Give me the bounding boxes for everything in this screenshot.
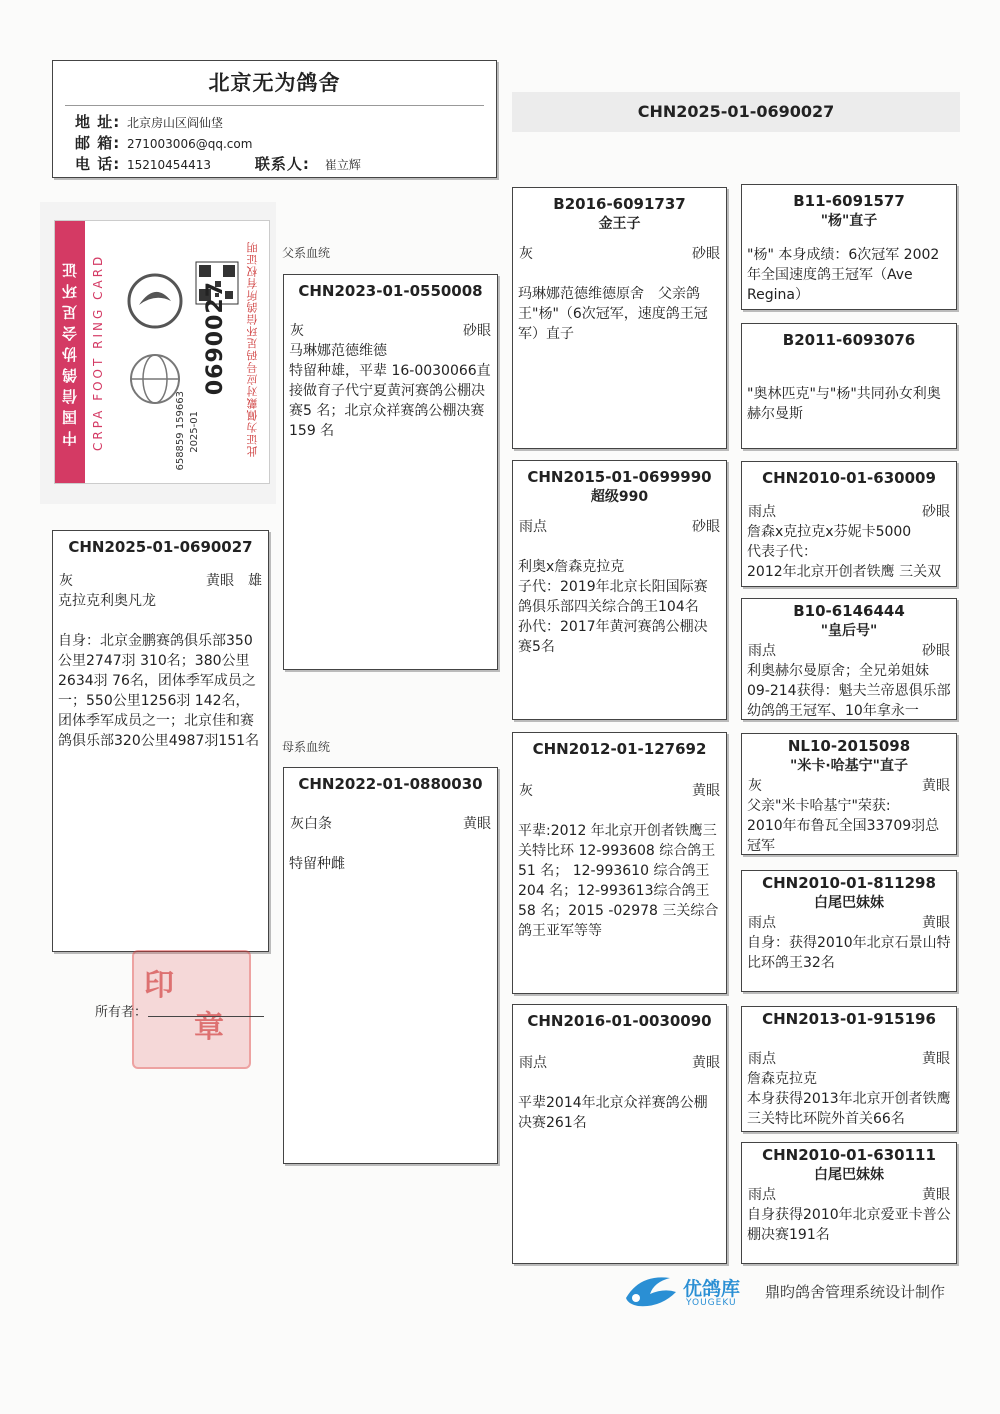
dam-desc: 特留种雌: [289, 856, 345, 872]
great-grandparent-name: "杨"直子: [820, 213, 878, 229]
grandparent-eye: 砂眼: [692, 246, 720, 262]
great-grandparent-eye: 黄眼: [922, 915, 950, 931]
great-grandparent-attrs: [742, 1049, 956, 1069]
sire-ring: CHN2023-01-0550008: [298, 282, 483, 300]
owner-label: 所有者：: [95, 1005, 148, 1020]
great-grandparent-name: 白尾巴妹妹: [814, 895, 884, 911]
great-grandparent-eye: 砂眼: [922, 504, 950, 520]
yougeku-logo-icon: [620, 1268, 680, 1312]
great-grandparent-ring: B2011-6093076: [782, 331, 916, 349]
great-grandparent-name: "米卡·哈基宁"直子: [790, 758, 908, 774]
subject-ring: CHN2025-01-0690027: [68, 538, 253, 556]
dam-card: [283, 767, 498, 1164]
great-grandparent-card: [741, 598, 957, 720]
great-grandparent-color: 雨点: [748, 1051, 776, 1067]
sire-color: 灰: [290, 323, 304, 339]
great-grandparent-color: 雨点: [748, 504, 776, 520]
ring-card-code: 658859 159663: [175, 391, 186, 471]
great-grandparent-desc: 詹森x克拉克x芬妮卡5000 代表子代： 2012年北京开创者铁鹰 三关双: [747, 524, 942, 580]
grandparent-name: 金王子: [598, 216, 641, 232]
great-grandparent-desc: "奥林匹克"与"杨"共同孙女利奥赫尔曼斯: [747, 386, 941, 422]
great-grandparent-name: "皇后号": [820, 623, 878, 639]
great-grandparent-attrs: [742, 776, 956, 796]
grandparent-color: 雨点: [519, 1055, 547, 1071]
subject-desc: 自身：北京金鹏赛鸽俱乐部350公里2747羽 310名；380公里2634羽 76名，团体季军成员之一；550公里1256羽 142名，团体季军成员之一；北京佳和赛鸽俱乐部320公里4987羽151名: [58, 633, 260, 749]
great-grandparent-ring: B11-6091577: [793, 192, 905, 210]
ring-card-year: 2025-01: [189, 411, 200, 453]
grandparent-card: [512, 460, 727, 720]
sire-card: [283, 274, 498, 670]
great-grandparent-desc: 自身获得2010年北京爱亚卡普公棚决赛191名: [747, 1207, 951, 1243]
loft-info-card: [52, 60, 497, 178]
grandparent-eye: 黄眼: [692, 1055, 720, 1071]
grandparent-name: 超级990: [590, 489, 649, 505]
grandparent-color: 灰: [519, 783, 533, 799]
great-grandparent-color: 雨点: [748, 1187, 776, 1203]
great-grandparent-eye: 黄眼: [922, 778, 950, 794]
subject-sex: 雄: [248, 573, 262, 589]
address-value: 北京房山区阎仙垡: [127, 116, 224, 130]
grandparent-attrs: [513, 781, 726, 801]
contact-value: 崔立辉: [324, 158, 361, 172]
divider: [65, 105, 484, 106]
great-grandparent-ring: CHN2013-01-915196: [762, 1010, 936, 1028]
dam-attrs: [284, 814, 497, 834]
phone-label: 电 话:: [75, 155, 121, 173]
great-grandparent-color: 雨点: [748, 915, 776, 931]
great-grandparent-card: [741, 870, 957, 992]
great-grandparent-name: 白尾巴妹妹: [814, 1167, 884, 1183]
email-value: 271003006@qq.com: [127, 137, 253, 151]
grandparent-attrs: [513, 517, 726, 537]
grandparent-card: [512, 732, 727, 994]
grandparent-desc: 玛琳娜范德维德原舍 父亲鸽王"杨"（6次冠军，速度鸽王冠军）直子: [518, 286, 708, 342]
great-grandparent-card: [741, 461, 957, 587]
great-grandparent-attrs: [742, 641, 956, 661]
grandparent-color: 雨点: [519, 519, 547, 535]
ring-card-image: [40, 202, 276, 504]
father-line-label: 父系血统: [282, 246, 331, 260]
great-grandparent-ring: B10-6146444: [793, 602, 905, 620]
owner-signature-line: [148, 1016, 264, 1017]
grandparent-ring: CHN2012-01-127692: [532, 740, 707, 758]
subject-attrs: [53, 571, 268, 591]
grandparent-card: [512, 187, 727, 449]
subject-color: 灰: [59, 573, 73, 589]
footer-brand: 优鸽库: [683, 1278, 741, 1300]
great-grandparent-desc: 利奥赫尔曼原舍；全兄弟姐妹09-214获得：魁夫兰帝恩俱乐部幼鸽鸽王冠军、10年拿永一: [747, 663, 951, 719]
grandparent-eye: 砂眼: [692, 519, 720, 535]
great-grandparent-attrs: [742, 1185, 956, 1205]
grandparent-card: [512, 1004, 727, 1264]
great-grandparent-desc: 父亲"米卡哈基宁"荣获: 2010年布鲁瓦全国33709羽总冠军: [747, 798, 940, 854]
ring-card-org-en: CRPA FOOT RING CARD: [91, 253, 105, 451]
great-grandparent-ring: NL10-2015098: [787, 737, 911, 755]
dam-color: 灰白条: [290, 816, 332, 832]
great-grandparent-ring: CHN2010-01-811298: [762, 874, 936, 892]
grandparent-desc: 利奥x詹森克拉克 子代：2019年北京长阳国际赛鸽俱乐部四关综合鸽王104名 孙代：2017年黄河赛鸽公棚决赛5名: [518, 559, 708, 655]
great-grandparent-eye: 黄眼: [922, 1051, 950, 1067]
ring-card-notice: 此证为佩戴对应号码足环信鸽所有权证明: [246, 241, 259, 457]
phone-row: [53, 154, 496, 175]
sire-desc: 马琳娜范德维德 特留种雄，平辈 16-0030066直接做育子代宁夏黄河赛鸽公棚决赛5 名；北京众祥赛鸽公棚决赛 159 名: [289, 343, 491, 439]
grandparent-desc: 平辈:2012 年北京开创者铁鹰三关特比环 12-993608 综合鸽王 51 名； 12-993610 综合鸽王 204 名；12-993613综合鸽王 58 名；2015 -02978 三关综合鸽王亚军等等: [518, 823, 719, 939]
address-row: [53, 112, 496, 133]
mother-line-label: 母系血统: [282, 740, 331, 754]
great-grandparent-card: [741, 1142, 957, 1264]
grandparent-attrs: [513, 1053, 726, 1073]
pedigree-banner: [512, 92, 960, 132]
pedigree-ring: CHN2025-01-0690027: [637, 102, 835, 121]
great-grandparent-ring: CHN2010-01-630111: [762, 1146, 936, 1164]
subject-bird-card: [52, 530, 269, 952]
grandparent-attrs: [513, 244, 726, 264]
great-grandparent-desc: 自身：获得2010年北京石景山特比环鸽王32名: [747, 935, 951, 971]
email-row: [53, 133, 496, 154]
great-grandparent-eye: 黄眼: [922, 1187, 950, 1203]
grandparent-ring: CHN2015-01-0699990: [527, 468, 712, 486]
great-grandparent-attrs: [742, 913, 956, 933]
great-grandparent-color: 雨点: [748, 643, 776, 659]
ring-card: [54, 220, 270, 484]
great-grandparent-desc: 詹森克拉克 本身获得2013年北京开创者铁鹰三关特比环院外首关66名: [747, 1071, 951, 1127]
grandparent-eye: 黄眼: [692, 783, 720, 799]
crpa-logo-icon: [125, 271, 185, 331]
great-grandparent-card: [741, 184, 957, 310]
dam-ring: CHN2022-01-0880030: [298, 775, 483, 793]
great-grandparent-color: 灰: [748, 778, 762, 794]
contact-label: 联系人:: [254, 155, 310, 173]
great-grandparent-eye: 砂眼: [922, 643, 950, 659]
grandparent-desc: 平辈2014年北京众祥赛鸽公棚决赛261名: [518, 1095, 708, 1131]
ring-card-org: 中国信鸽协会足环证: [55, 221, 85, 483]
dam-eye: 黄眼: [463, 816, 491, 832]
footer-credit: 鼎昀鸽舍管理系统设计制作: [765, 1283, 946, 1301]
sire-eye: 砂眼: [463, 323, 491, 339]
great-grandparent-attrs: [742, 502, 956, 522]
subject-name: 克拉克利奥凡龙: [58, 593, 156, 609]
grandparent-color: 灰: [519, 246, 533, 262]
great-grandparent-desc: "杨" 本身成绩：6次冠军 2002年全国速度鸽王冠军（Ave Regina）: [747, 247, 940, 303]
great-grandparent-ring: CHN2010-01-630009: [762, 469, 936, 487]
loft-title: 北京无为鸽舍: [208, 71, 341, 95]
great-grandparent-card: [741, 1006, 957, 1132]
grandparent-ring: CHN2016-01-0030090: [527, 1012, 712, 1030]
email-label: 邮 箱:: [75, 134, 121, 152]
great-grandparent-card: [741, 323, 957, 449]
great-grandparent-card: [741, 733, 957, 855]
red-seal-stamp: 印 章: [132, 950, 251, 1069]
grandparent-ring: B2016-6091737: [553, 195, 686, 213]
phone-value: 15210454413: [127, 158, 211, 172]
sire-attrs: [284, 321, 497, 341]
address-label: 地 址:: [75, 113, 121, 131]
ring-card-number: 0690027: [203, 281, 228, 396]
footer-brand-en: YOUGEKU: [686, 1298, 737, 1308]
subject-eye: 黄眼: [206, 573, 234, 589]
